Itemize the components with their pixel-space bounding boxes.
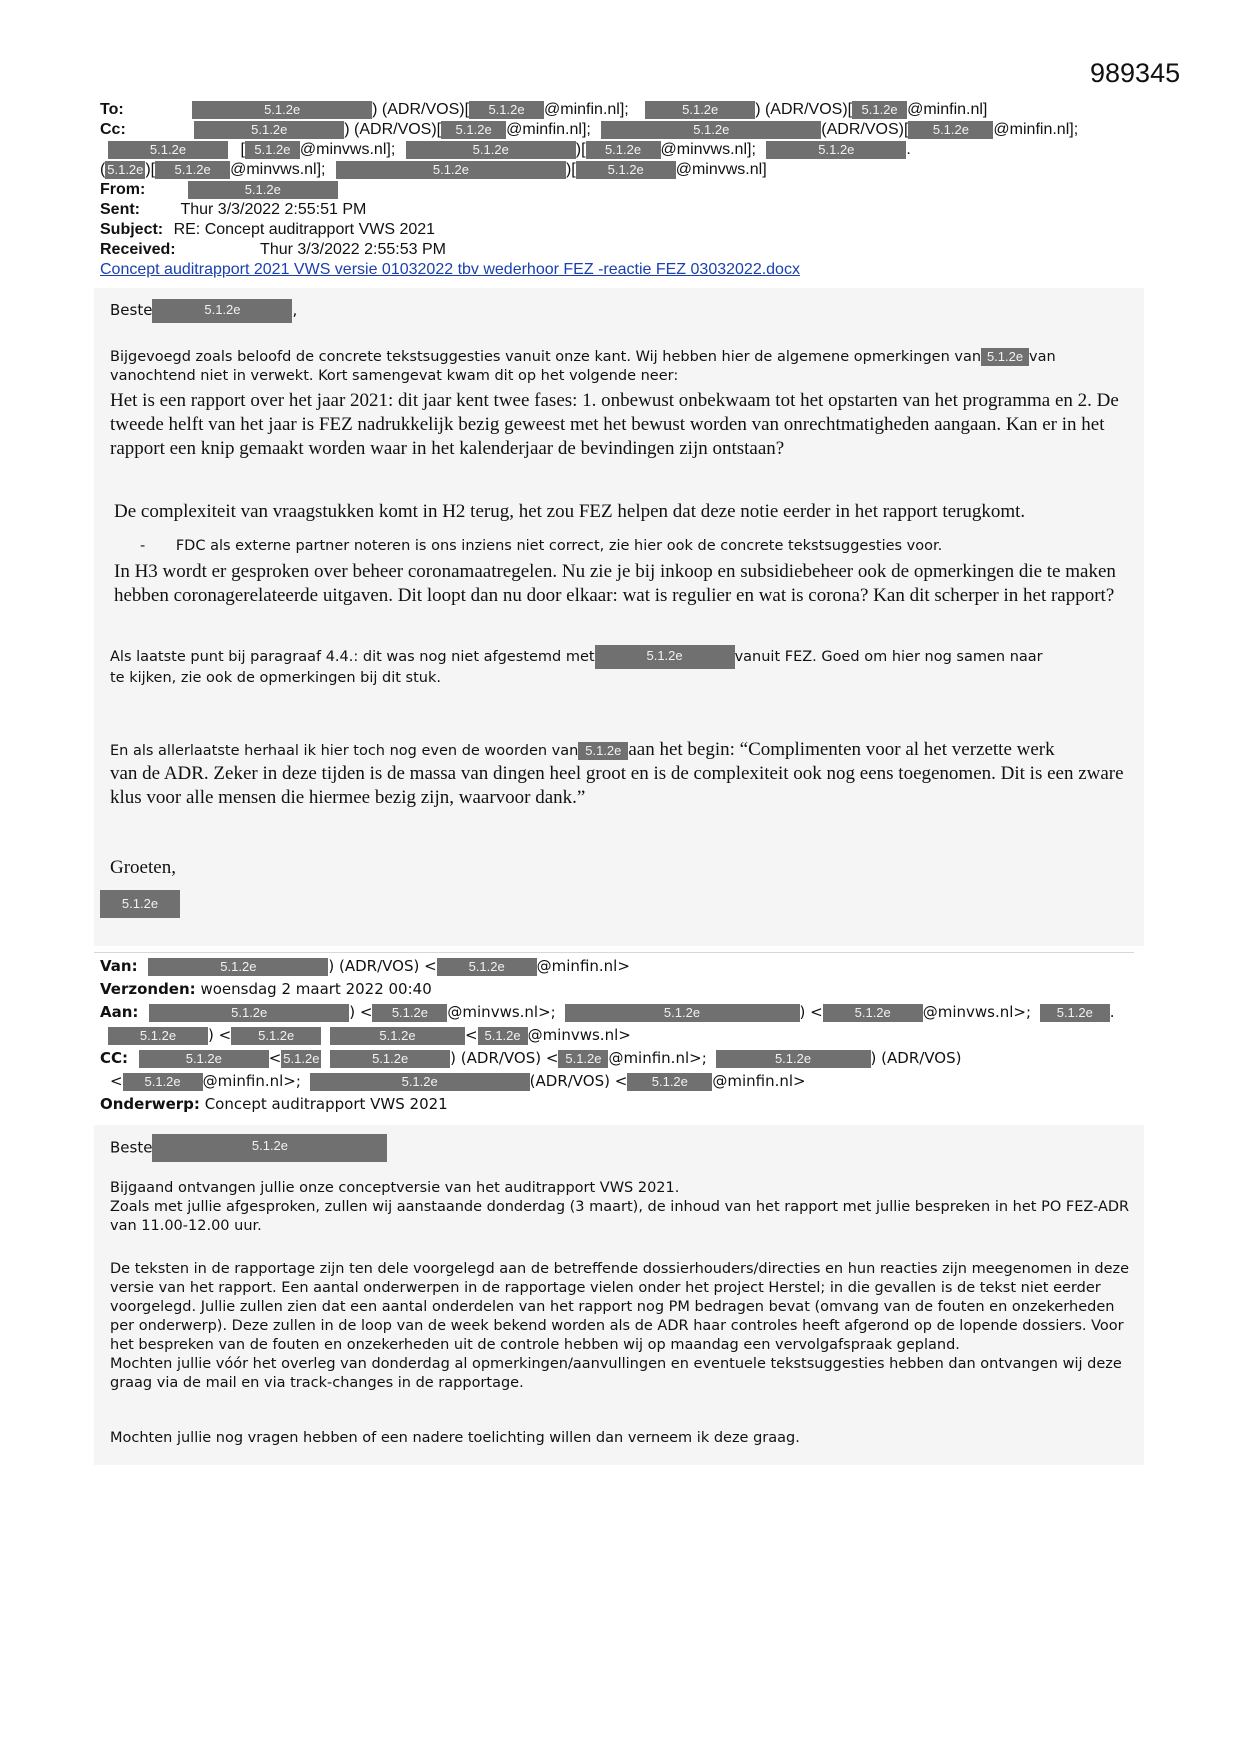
orig-text: ) < (208, 1026, 232, 1044)
orig-greeting (110, 1134, 1140, 1162)
orig-body-text: Bijgaand ontvangen jullie onze conceptversie van het auditrapport VWS 2021. (110, 1180, 680, 1196)
orig-text: ) (ADR/VOS) < (450, 1049, 559, 1067)
orig-text: ) (ADR/VOS) (870, 1049, 962, 1067)
cc-text: ) (ADR/VOS)[ (344, 121, 442, 138)
orig-text: @minfin.nl>; (202, 1072, 301, 1090)
orig-sent-label: Verzonden: (100, 980, 196, 998)
redacted-box: 5.1.2e (578, 742, 628, 760)
orig-text: ) (ADR/VOS) < (328, 957, 437, 975)
reply-text: Bijgevoegd zoals beloofd de concrete tekstsuggesties vanuit onze kant. Wij hebben hier de algemene opmerkingen van (110, 349, 982, 365)
redacted-box: 5.1.2e (601, 121, 821, 139)
redacted-box: 5.1.2e (852, 101, 907, 119)
redacted-box: 5.1.2e (336, 161, 566, 179)
orig-text: . (1109, 1003, 1115, 1021)
redacted-box: 5.1.2e (716, 1050, 871, 1068)
redacted-box: 5.1.2e (123, 1073, 203, 1091)
orig-text: @minvws.nl>; (922, 1003, 1032, 1021)
redacted-box: 5.1.2e (108, 141, 228, 159)
orig-subject-label: Onderwerp: (100, 1095, 200, 1113)
orig-to-line-2 (108, 1024, 631, 1047)
orig-text: ) < (349, 1003, 373, 1021)
redacted-box: 5.1.2e (310, 1073, 530, 1091)
redacted-box: 5.1.2e (155, 161, 230, 179)
header-sent-line (100, 200, 366, 220)
cc-text: @minvws.nl] (675, 161, 767, 178)
redacted-box: 5.1.2e (766, 141, 906, 159)
orig-text: @minfin.nl>; (608, 1049, 707, 1067)
orig-paragraph-2 (110, 1260, 1140, 1393)
greeting-word: Beste (110, 1138, 153, 1157)
redacted-box: 5.1.2e (152, 1134, 387, 1162)
reply-paragraph-2 (110, 645, 1140, 688)
redacted-box: 5.1.2e (441, 121, 506, 139)
reply-text: van de ADR. Zeker in deze tijden is de massa van dingen heel groot en is de complexiteit ook nog eens toegenomen. Dit is een zware klus voor alle mensen die hiermee bezig zijn, waarvoor dank.” (110, 763, 1124, 808)
redacted-box: 5.1.2e (330, 1050, 450, 1068)
orig-cc-line (100, 1047, 961, 1070)
reply-paragraph-1 (110, 348, 1140, 386)
redacted-box: 5.1.2e (908, 121, 993, 139)
redacted-box: 5.1.2e (149, 1004, 349, 1022)
cc-text: ( (100, 161, 106, 178)
reply-paragraph-3 (110, 738, 1130, 810)
cc-text: )[ (145, 161, 156, 178)
redacted-box: 5.1.2e (152, 299, 292, 323)
redacted-box: 5.1.2e (372, 1004, 447, 1022)
redacted-box: 5.1.2e (194, 121, 344, 139)
cc-text: [ (240, 141, 245, 158)
sent-label: Sent: (100, 201, 140, 218)
document-id: 989345 (1090, 58, 1181, 88)
redacted-box: 5.1.2e (823, 1004, 923, 1022)
orig-sent-line (100, 978, 432, 1001)
cc-text: )[ (575, 141, 586, 158)
orig-text: @minfin.nl> (712, 1072, 806, 1090)
orig-body-text: De teksten in de rapportage zijn ten dele voorgelegd aan de betreffende dossierhouders/directies en hun reacties zijn meegenomen in deze versie van het rapport. Een aantal onderwerpen in de rapportage vielen onder het project Herstel; in die gevallen is de tekst niet eerder voorgelegd. Jullie zullen zien dat een aantal onderdelen van het rapport nog PM bedragen bevat (omvang van de fouten en onzekerheden per onderwerp). Deze zullen in de loop van de week bekend worden als de ADR haar controles heeft afgerond op de lopende dossiers. Voor het bespreken van de fouten en onzekerheden uit de controle hebben wij op maandag een vervolgafspraak gepland. (110, 1261, 1130, 1353)
reply-closing: Groeten, (110, 857, 176, 878)
redacted-box: 5.1.2e (981, 348, 1029, 366)
orig-text: < (110, 1072, 123, 1090)
orig-body-text: Zoals met jullie afgesproken, zullen wij aanstaande donderdag (3 maart), de inhoud van het rapport met jullie bespreken in het PO FEZ-ADR van 11.00-12.00 uur. (110, 1199, 1130, 1234)
cc-text: @minfin.nl]; (506, 121, 591, 138)
orig-text: @minfin.nl> (536, 957, 630, 975)
attachment-link[interactable]: Concept auditrapport 2021 VWS versie 01032022 tbv wederhoor FEZ -reactie FEZ 03032022.docx (100, 261, 800, 278)
sent-value: Thur 3/3/2022 2:55:51 PM (180, 201, 367, 218)
from-label: From: (100, 181, 146, 198)
redacted-box: 5.1.2e (437, 958, 537, 976)
redacted-box: 5.1.2e (586, 141, 661, 159)
orig-paragraph-3: Mochten jullie nog vragen hebben of een nadere toelichting willen dan verneem ik deze graag. (110, 1430, 800, 1446)
reply-statement-2: De complexiteit van vraagstukken komt in H2 terug, het zou FEZ helpen dat deze notie eerder in het rapport terugkomt. (114, 501, 1026, 522)
reply-text: Als laatste punt bij paragraaf 4.4.: dit was nog niet afgestemd met (110, 649, 595, 665)
reply-text: te kijken, zie ook de opmerkingen bij dit stuk. (110, 670, 441, 686)
reply-greeting (110, 298, 1140, 323)
cc-text: (ADR/VOS)[ (821, 121, 909, 138)
orig-cc-label: CC: (100, 1049, 129, 1067)
orig-subject-value: Concept auditrapport VWS 2021 (204, 1095, 448, 1113)
orig-body-text: Mochten jullie vóór het overleg van donderdag al opmerkingen/aanvullingen en eventuele tekstsuggesties hebben dan ontvangen wij deze graag via de mail en via track-changes in de rapportage. (110, 1356, 1122, 1391)
redacted-box: 5.1.2e (330, 1027, 465, 1045)
orig-text: @minvws.nl> (527, 1026, 631, 1044)
redacted-box: 5.1.2e (108, 1027, 208, 1045)
redacted-box: 5.1.2e (139, 1050, 269, 1068)
redacted-box: 5.1.2e (192, 101, 372, 119)
to-text: ) (ADR/VOS)[ (372, 101, 470, 118)
header-received-line (100, 240, 446, 260)
redacted-box: 5.1.2e (469, 101, 544, 119)
reply-text: En als allerlaatste herhaal ik hier toch nog even de woorden van (110, 743, 579, 759)
cc-text: )[ (565, 161, 576, 178)
reply-statement-1: Het is een rapport over het jaar 2021: dit jaar kent twee fases: 1. onbewust onbekwaam tot het opstarten van het programma en 2. De tweede helft van het jaar is FEZ nadrukkelijk bezig geweest met het bewust worden van onrechtmatigheden aangaan. Kan er in het rapport een knip gemaakt worden waar in het kalenderjaar de bevindingen zijn ontstaan? (110, 390, 1119, 459)
orig-text: < (268, 1049, 282, 1067)
reply-statement-3: In H3 wordt er gesproken over beheer coronamaatregelen. Nu zie je bij inkoop en subsidiebeheer ook de opmerkingen die te maken hebben coronagerelateerde uitgaven. Dit loopt dan nu door elkaar: wat is regulier en wat is corona? Kan dit scherper in het rapport? (114, 561, 1116, 606)
redacted-box: 5.1.2e (1040, 1004, 1110, 1022)
redacted-box: 5.1.2e (595, 645, 735, 669)
header-cc-line (100, 120, 1078, 140)
redacted-box: 5.1.2e (558, 1050, 608, 1068)
header-from-line (100, 180, 338, 200)
cc-label: Cc: (100, 121, 126, 138)
to-text: @minfin.nl] (907, 101, 988, 118)
to-text: @minfin.nl]; (544, 101, 629, 118)
header-to-line (100, 100, 987, 120)
orig-cc-line-2 (110, 1070, 806, 1093)
reply-text: vanuit FEZ. Goed om hier nog samen naar (734, 649, 1043, 665)
orig-sent-value: woensdag 2 maart 2022 00:40 (200, 980, 432, 998)
cc-text: @minvws.nl]; (660, 141, 756, 158)
redacted-box: 5.1.2e (576, 161, 676, 179)
redacted-box: 5.1.2e (565, 1004, 800, 1022)
message-divider (94, 952, 1134, 953)
orig-text: (ADR/VOS) < (529, 1072, 628, 1090)
reply-text: FDC als externe partner noteren is ons inziens niet correct, zie hier ook de concrete tekstsuggesties voor. (175, 538, 943, 554)
to-text: ) (ADR/VOS)[ (755, 101, 853, 118)
reply-text: vanochtend niet in verwekt. Kort samengevat kwam dit op het volgende neer: (110, 368, 679, 384)
redacted-box: 5.1.2e (148, 958, 328, 976)
orig-from-label: Van: (100, 957, 138, 975)
orig-text: @minvws.nl>; (447, 1003, 556, 1021)
redacted-box: 5.1.2e (245, 141, 300, 159)
bullet-mark: - (140, 538, 146, 554)
redacted-box: 5.1.2e (100, 890, 180, 918)
orig-paragraph-1 (110, 1179, 1140, 1236)
redacted-box: 5.1.2e (188, 181, 338, 199)
received-label: Received: (100, 241, 176, 258)
cc-text: @minvws.nl]; (299, 141, 396, 158)
orig-to-line (100, 1001, 1115, 1024)
reply-bullet (140, 537, 1170, 556)
redacted-box: 5.1.2e (283, 1050, 320, 1066)
redacted-box: 5.1.2e (645, 101, 755, 119)
cc-text: @minvws.nl]; (230, 161, 326, 178)
subject-value: RE: Concept auditrapport VWS 2021 (173, 221, 436, 238)
orig-text: < (464, 1026, 478, 1044)
redacted-box: 5.1.2e (627, 1073, 712, 1091)
cc-text: . (906, 141, 911, 158)
orig-to-label: Aan: (100, 1003, 139, 1021)
header-subject-line (100, 220, 435, 240)
reply-text: aan het begin: “Complimenten voor al het verzette werk (628, 739, 1055, 760)
orig-text: ) < (799, 1003, 823, 1021)
greeting-comma: , (292, 301, 298, 319)
redacted-box: 5.1.2e (107, 161, 144, 177)
header-cc-line-2 (108, 140, 911, 160)
attachment-line (100, 260, 800, 280)
signature-redaction (100, 890, 180, 918)
reply-body-panel (94, 288, 1144, 946)
header-cc-line-3 (100, 160, 767, 180)
redacted-box: 5.1.2e (478, 1027, 528, 1045)
subject-label: Subject: (100, 221, 164, 238)
to-label: To: (100, 101, 124, 118)
greeting-word: Beste (110, 301, 153, 319)
orig-from-line (100, 955, 630, 978)
received-value: Thur 3/3/2022 2:55:53 PM (260, 241, 446, 258)
redacted-box: 5.1.2e (406, 141, 576, 159)
redacted-box: 5.1.2e (231, 1027, 321, 1045)
orig-subject-line (100, 1093, 448, 1116)
cc-text: @minfin.nl]; (993, 121, 1079, 138)
reply-text: van (1029, 349, 1056, 365)
